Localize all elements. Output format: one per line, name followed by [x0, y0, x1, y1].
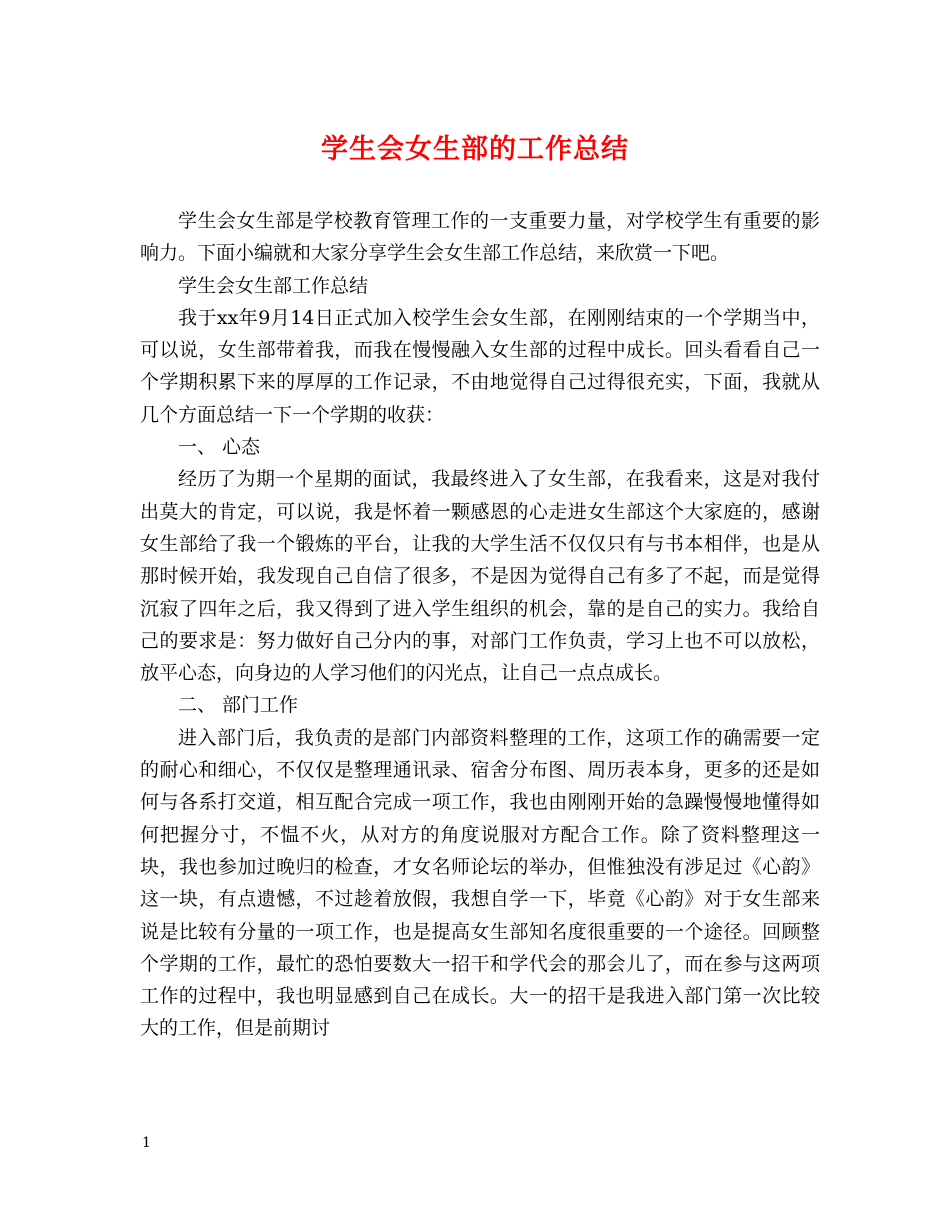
section-heading-department-work: 二、 部门工作 — [178, 694, 299, 717]
page-title: 学生会女生部的工作总结 — [321, 134, 629, 165]
page-number: 1 — [142, 1135, 151, 1151]
paragraph-intro: 学生会女生部是学校教育管理工作的一支重要力量，对学校学生有重要的影响力。下面小编就和大家分享学生会女生部工作总结，来欣赏一下吧。 — [140, 210, 820, 265]
paragraph-subtitle: 学生会女生部工作总结 — [178, 274, 369, 297]
paragraph-mindset: 经历了为期一个星期的面试，我最终进入了女生部，在我看来，这是对我付出莫大的肯定，可以说，我是怀着一颗感恩的心走进女生部这个大家庭的，感谢女生部给了我一个锻炼的平台，让我的大学生活不仅仅只有与书本相伴，也是从那时候开始，我发现自己自信了很多，不是因为觉得自己有多了不起，而是觉得沉寂了四年之后，我又得到了进入学生组织的机会，靠的是自己的实力。我给自己的要求是：努力做好自己分内的事，对部门工作负责，学习上也不可以放松，放平心态，向身边的人学习他们的闪光点，让自己一点点成长。 — [140, 468, 820, 685]
section-heading-mindset: 一、 心态 — [178, 436, 261, 459]
paragraph-opening: 我于xx年9月14日正式加入校学生会女生部，在刚刚结束的一个学期当中，可以说，女生部带着我，而我在慢慢融入女生部的过程中成长。回头看看自己一个学期积累下来的厚厚的工作记录，不由地觉得自己过得很充实，下面，我就从几个方面总结一下一个学期的收获： — [140, 306, 820, 426]
paragraph-department-work: 进入部门后，我负责的是部门内部资料整理的工作，这项工作的确需要一定的耐心和细心，不仅仅是整理通讯录、宿舍分布图、周历表本身，更多的还是如何与各系打交道，相互配合完成一项工作，我也由刚刚开始的急躁慢慢地懂得如何把握分寸，不愠不火，从对方的角度说服对方配合工作。除了资料整理这一块，我也参加过晚归的检查，才女名师论坛的举办，但惟独没有涉足过《心韵》这一块，有点遗憾，不过趁着放假，我想自学一下，毕竟《心韵》对于女生部来说是比较有分量的一项工作，也是提高女生部知名度很重要的一个途径。回顾整个学期的工作，最忙的恐怕要数大一招干和学代会的那会儿了，而在参与这两项工作的过程中，我也明显感到自己在成长。大一的招干是我进入部门第一次比较大的工作，但是前期讨 — [140, 726, 820, 1040]
document-body — [140, 205, 820, 1045]
